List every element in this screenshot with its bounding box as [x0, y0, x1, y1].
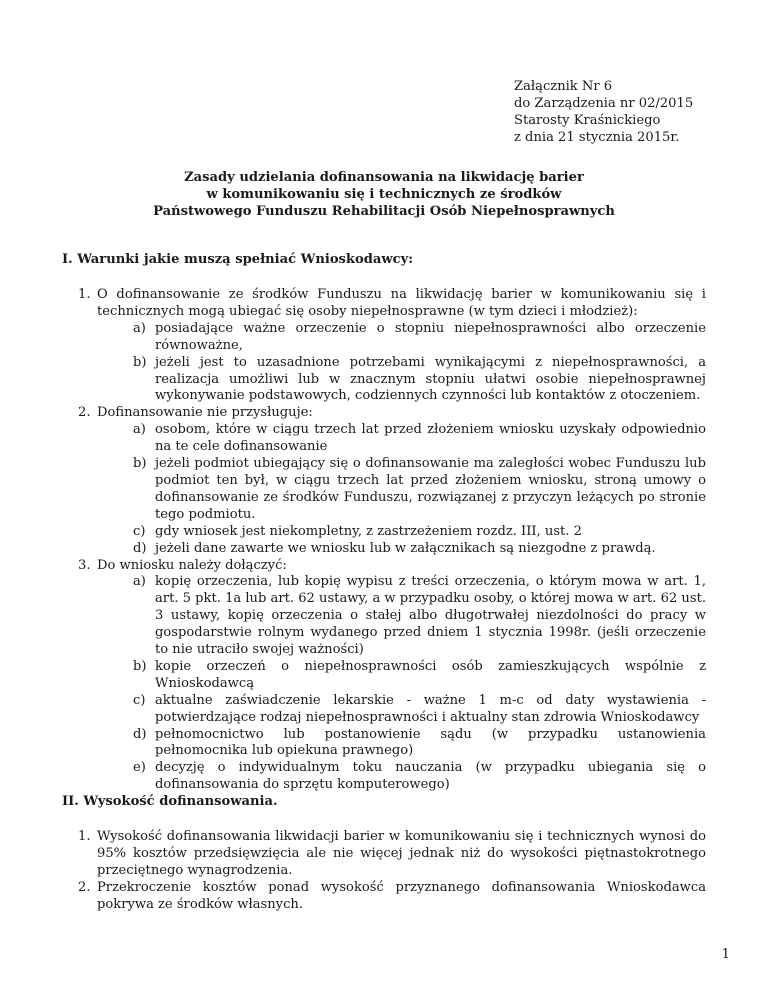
item-number: 1. — [78, 287, 91, 302]
annex-line: Starosty Kraśnickiego — [514, 112, 661, 128]
section-1-heading: I. Warunki jakie muszą spełniać Wnioskodawcy: — [62, 252, 414, 267]
sub-item-letter: c) — [133, 692, 146, 708]
sub-item-text: jeżeli podmiot ubiegający się o dofinansowanie ma zaległości wobec Funduszu lub podmiot ten był, w ciągu trzech lat przed złożeniem wniosku, stroną umowy o dofinansowanie ze środków Funduszu, rozwiązanej z przyczyn leżących po stronie tego podmiotu. — [155, 456, 706, 522]
sub-list-item — [0, 355, 768, 406]
sub-item-letter: a) — [133, 422, 146, 438]
sub-item-letter: a) — [133, 574, 146, 590]
sub-list-item — [0, 524, 768, 541]
sub-item-letter: b) — [133, 354, 147, 370]
sub-list-item — [0, 760, 768, 794]
item-number: 3. — [78, 557, 91, 573]
annex-line: Załącznik Nr 6 — [514, 79, 613, 94]
title-line: Państwowego Funduszu Rehabilitacji Osób Niepełnosprawnych — [153, 203, 615, 219]
title-line: w komunikowaniu się i technicznych ze środków — [206, 186, 562, 202]
list-item — [0, 829, 768, 880]
sub-item-text: decyzję o indywidualnym toku nauczania (w przypadku ubiegania się o dofinansowania do sprzętu komputerowego) — [155, 760, 706, 793]
sub-item-text: jeżeli jest to uzasadnione potrzebami wynikającymi z niepełnosprawności, a realizacja umożliwi lub w znacznym stopniu ułatwi osobie niepełnosprawnej wykonywanie podstawowych, codziennych czynności lub kontaktów z otoczeniem. — [155, 354, 706, 404]
sub-list-item — [0, 422, 768, 456]
sub-item-letter: d) — [133, 726, 147, 742]
item-number: 1. — [78, 829, 91, 844]
list-item — [0, 405, 768, 422]
sub-item-letter: a) — [133, 320, 146, 336]
page-number: 1 — [721, 947, 730, 962]
sub-item-text: gdy wniosek jest niekompletny, z zastrzeżeniem rozdz. III, ust. 2 — [155, 523, 582, 539]
sub-item-text: osobom, które w ciągu trzech lat przed złożeniem wniosku uzyskały odpowiednio na te cele dofinansowanie — [155, 422, 706, 455]
sub-list-item — [0, 727, 768, 761]
item-text: Dofinansowanie nie przysługuje: — [97, 405, 313, 421]
annex-header — [514, 79, 754, 147]
section-1-body — [0, 287, 768, 794]
document-title — [0, 170, 768, 221]
list-item — [0, 558, 768, 575]
sub-list-item — [0, 321, 768, 355]
section-2-heading: II. Wysokość dofinansowania. — [62, 794, 278, 809]
item-text: O dofinansowanie ze środków Funduszu na likwidację barier w komunikowaniu się i technicznych mogą ubiegać się osoby niepełnosprawne (w tym dzieci i młodzież): — [97, 287, 706, 319]
sub-item-text: pełnomocnictwo lub postanowienie sądu (w przypadku ustanowienia pełnomocnika lub opiekuna prawnego) — [155, 726, 706, 759]
sub-item-text: jeżeli dane zawarte we wniosku lub w załącznikach są niezgodne z prawdą. — [155, 540, 656, 556]
annex-line: do Zarządzenia nr 02/2015 — [514, 95, 694, 111]
sub-list-item — [0, 456, 768, 524]
sub-item-letter: e) — [133, 760, 146, 776]
sub-item-letter: b) — [133, 658, 147, 674]
section-2-list — [0, 829, 768, 914]
sub-item-text: kopie orzeczeń o niepełnosprawności osób zamieszkujących wspólnie z Wnioskodawcą — [155, 658, 706, 691]
item-text: Wysokość dofinansowania likwidacji barier w komunikowaniu się i technicznych wynosi do 95% kosztów przedsięwzięcia ale nie więcej jednak niż do wysokości piętnastokrotnego przeciętnego wynagrodzenia. — [97, 829, 706, 878]
list-item — [0, 880, 768, 914]
sub-item-text: posiadające ważne orzeczenie o stopniu niepełnosprawności albo orzeczenie równoważne, — [155, 320, 706, 353]
annex-line: z dnia 21 stycznia 2015r. — [514, 129, 680, 145]
item-text: Przekroczenie kosztów ponad wysokość przyznanego dofinansowania Wnioskodawca pokrywa ze środków własnych. — [97, 879, 706, 912]
sub-item-letter: c) — [133, 523, 146, 539]
sub-list-item — [0, 574, 768, 659]
sub-item-text: aktualne zaświadczenie lekarskie - ważne 1 m-c od daty wystawienia - potwierdzające rodzaj niepełnosprawności i aktualny stan zdrowia Wnioskodawcy — [155, 692, 706, 725]
item-number: 2. — [78, 405, 91, 421]
title-line: Zasady udzielania dofinansowania na likwidację barier — [184, 170, 584, 185]
sub-item-letter: d) — [133, 540, 147, 556]
sub-list-item — [0, 693, 768, 727]
sub-item-letter: b) — [133, 456, 147, 472]
section-2-body — [0, 829, 768, 914]
item-number: 2. — [78, 879, 91, 895]
list-item — [0, 287, 768, 321]
sub-item-text: kopię orzeczenia, lub kopię wypisu z treści orzeczenia, o którym mowa w art. 1, art. 5 pkt. 1a lub art. 62 ustawy, a w przypadku osoby, o której mowa w art. 62 ust. 3 ustawy, kopię orzeczenia o stałej albo długotrwałej niezdolności do pracy w gospodarstwie rolnym wydanego przed dniem 1 stycznia 1998r. (jeśli orzeczenie to nie utraciło swojej ważności) — [155, 574, 706, 658]
sub-list-item — [0, 541, 768, 558]
sub-list-item — [0, 659, 768, 693]
item-text: Do wniosku należy dołączyć: — [97, 557, 287, 573]
section-1-list — [0, 287, 768, 794]
